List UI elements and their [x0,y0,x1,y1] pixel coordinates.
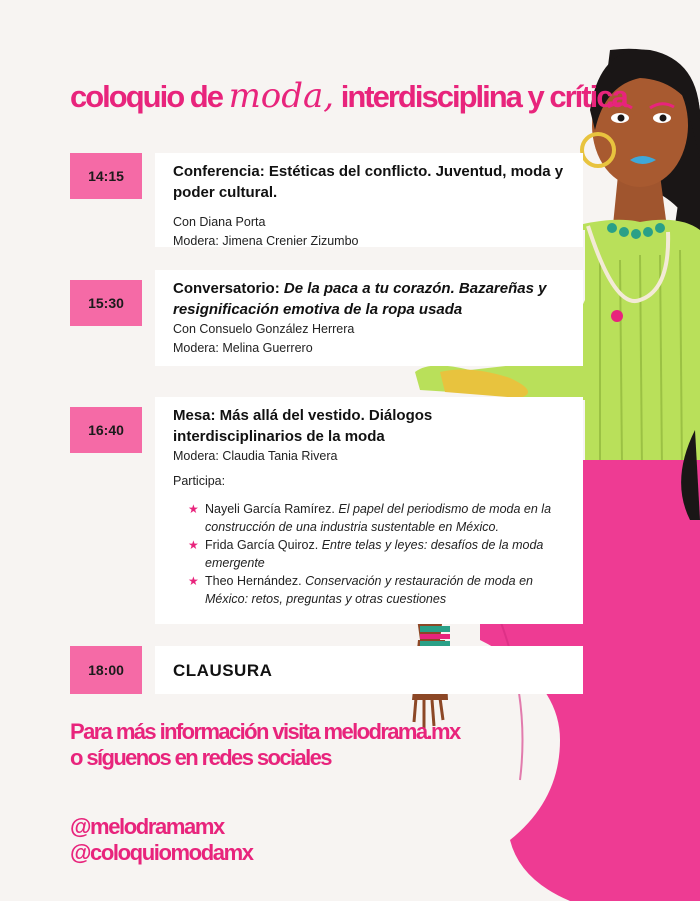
social-handle[interactable]: @coloquiomodamx [70,840,253,865]
session-moderator: Modera: Melina Guerrero [173,340,313,355]
session-heading: Mesa: Más allá del vestido. Diálogos interdisciplinarios de la moda [173,407,433,445]
session-moderator: Modera: Jimena Crenier Zizumbo [173,233,359,248]
session-heading-prefix: Conversatorio: [173,280,280,297]
list-item [173,500,565,536]
session-speaker: Con Consuelo González Herrera [173,322,355,336]
session-heading [173,278,565,320]
session-heading: CLAUSURA [173,660,273,680]
participants-list [173,500,565,608]
footer-info: Para más información visita melodrama.mx o síguenos en redes sociales [70,719,460,770]
session-card [155,153,583,247]
session-time-badge: 14:15 [70,153,142,199]
participant-topic: El papel del periodismo de moda en la construcción de una industria sustentable en México. [205,502,552,534]
participants-label: Participa: [173,473,226,488]
list-item [173,572,565,608]
list-item [173,536,565,572]
session-card [155,397,583,624]
participant-name: Theo Hernández. [205,574,302,588]
title-suffix: interdisciplina y crítica [340,79,627,114]
page-title [70,70,627,123]
star-icon: ★ [188,502,199,516]
social-handle[interactable]: @melodramamx [70,814,224,839]
participant-topic: Conservación y restauración de moda en México: retos, preguntas y otras cuestiones [205,574,533,606]
session-card [155,270,583,366]
participant-name: Nayeli García Ramírez. [205,502,335,516]
session-speaker: Con Diana Porta [173,215,266,229]
session-time-badge: 16:40 [70,407,142,453]
participant-name: Frida García Quiroz. [205,538,319,552]
star-icon: ★ [188,574,199,588]
session-time-badge: 15:30 [70,280,142,326]
title-prefix: coloquio de [70,79,222,114]
session-heading: Conferencia: Estéticas del conflicto. Juventud, moda y poder cultural. [173,163,564,201]
session-moderator: Modera: Claudia Tania Rivera [173,449,338,463]
session-time-badge: 18:00 [70,646,142,694]
session-card [155,646,583,694]
participant-topic: Entre telas y leyes: desafíos de la moda emergente [205,538,544,570]
session-heading-title: De la paca a tu corazón. Bazareñas y resignificación emotiva de la ropa usada [173,280,547,318]
star-icon: ★ [188,538,199,552]
title-emphasis: moda, [228,76,335,116]
